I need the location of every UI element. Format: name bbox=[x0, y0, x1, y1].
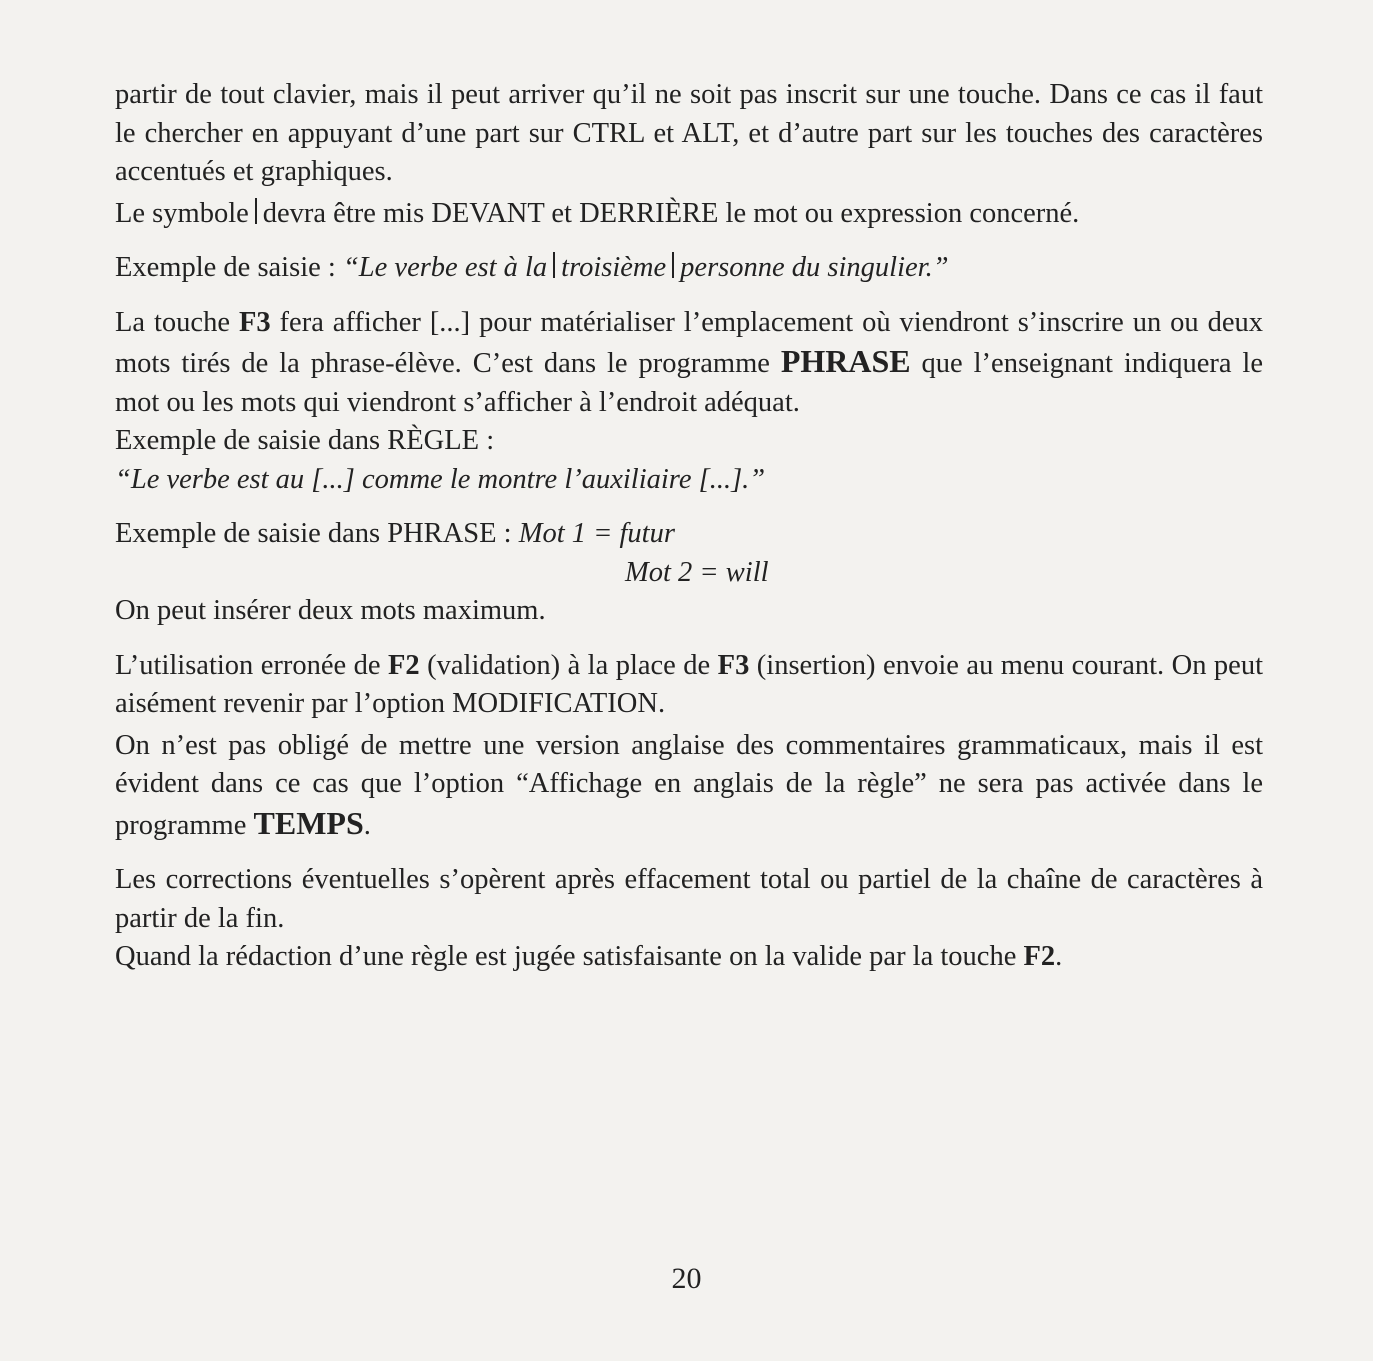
paragraph-keyboard bbox=[115, 76, 1263, 192]
paragraph-f3-key bbox=[115, 304, 1263, 423]
corrections-text: Les corrections éventuelles s’opèrent après effacement total ou partiel de la chaîne de caractères à partir de la fin. bbox=[115, 864, 1263, 934]
validation-text-a: Quand la rédaction d’une règle est jugée satisfaisante on la valide par la touche bbox=[115, 941, 1024, 972]
vertical-bar-symbol-icon bbox=[255, 198, 257, 224]
page-number: 20 bbox=[671, 1262, 702, 1295]
english-text-b: . bbox=[363, 809, 371, 841]
key-f2: F2 bbox=[388, 649, 420, 681]
key-f3: F3 bbox=[717, 649, 750, 681]
paragraph-symbol bbox=[115, 195, 1263, 234]
vertical-bar-symbol-icon bbox=[553, 252, 555, 278]
paragraph-f2-error bbox=[115, 647, 1263, 724]
example-part-1: “Le verbe est à la bbox=[342, 252, 548, 283]
example-regle-text: “Le verbe est au [...] comme le montre l’auxiliaire [...].” bbox=[115, 463, 766, 495]
body-text bbox=[115, 76, 1263, 977]
paragraph-validation bbox=[115, 938, 1263, 977]
example-label: Exemple de saisie : bbox=[115, 252, 343, 283]
vertical-bar-symbol-icon bbox=[672, 252, 674, 278]
english-text-a: On n’est pas obligé de mettre une version anglaise des commentaires grammaticaux, mais il est évident dans ce cas que l’option “Affichage en anglais de la règle” ne sera pas activée dans le programme bbox=[115, 729, 1263, 841]
paragraph-example-phrase bbox=[115, 515, 1263, 592]
validation-text-b: . bbox=[1055, 941, 1063, 972]
program-phrase: PHRASE bbox=[780, 343, 911, 379]
paragraph-example-saisie bbox=[115, 249, 1263, 288]
program-temps: TEMPS bbox=[253, 804, 364, 841]
example-phrase-label: Exemple de saisie dans PHRASE : bbox=[115, 518, 519, 549]
key-f2: F2 bbox=[1023, 941, 1056, 972]
paragraph-example-regle bbox=[115, 422, 1263, 499]
f3-text-a: La touche bbox=[115, 306, 239, 338]
example-mot-1: Mot 1 = futur bbox=[518, 518, 675, 549]
paragraph-max-words bbox=[115, 592, 1263, 631]
f2-text-b: (validation) à la place de bbox=[419, 649, 718, 681]
f3-text-b: fera afficher [...] pour matérialiser l’emplacement où viendront s’inscrire un ou deux mots tirés de la phrase-élève. C’est dans le programme bbox=[115, 306, 1263, 379]
f2-text-a: L’utilisation erronée de bbox=[115, 649, 389, 681]
symbol-text-before: Le symbole bbox=[115, 197, 249, 229]
f2-text-c: (insertion) envoie au menu courant. On peut aisément revenir par l’option MODIFICATION. bbox=[115, 649, 1263, 719]
example-part-3: personne du singulier.” bbox=[680, 252, 949, 283]
paragraph-keyboard-text: partir de tout clavier, mais il peut arriver qu’il ne soit pas inscrit sur une touche. Dans ce cas il faut le chercher en appuyant d’une part sur CTRL et ALT, et d’autre part sur les touches des caractères accentués et graphiques. bbox=[115, 79, 1263, 187]
symbol-text-after: devra être mis DEVANT et DERRIÈRE le mot ou expression concerné. bbox=[262, 197, 1080, 229]
key-f3: F3 bbox=[238, 306, 271, 338]
f3-text-c: que l’enseignant indiquera le mot ou les mots qui viendront s’afficher à l’endroit adéquat. bbox=[115, 348, 1263, 418]
example-part-2: troisième bbox=[561, 252, 667, 283]
max-words-text: On peut insérer deux mots maximum. bbox=[115, 595, 546, 626]
example-regle-label: Exemple de saisie dans RÈGLE : bbox=[115, 425, 495, 456]
paragraph-corrections bbox=[115, 861, 1263, 938]
paragraph-english-version bbox=[115, 727, 1263, 846]
example-mot-2: Mot 2 = will bbox=[625, 556, 769, 588]
